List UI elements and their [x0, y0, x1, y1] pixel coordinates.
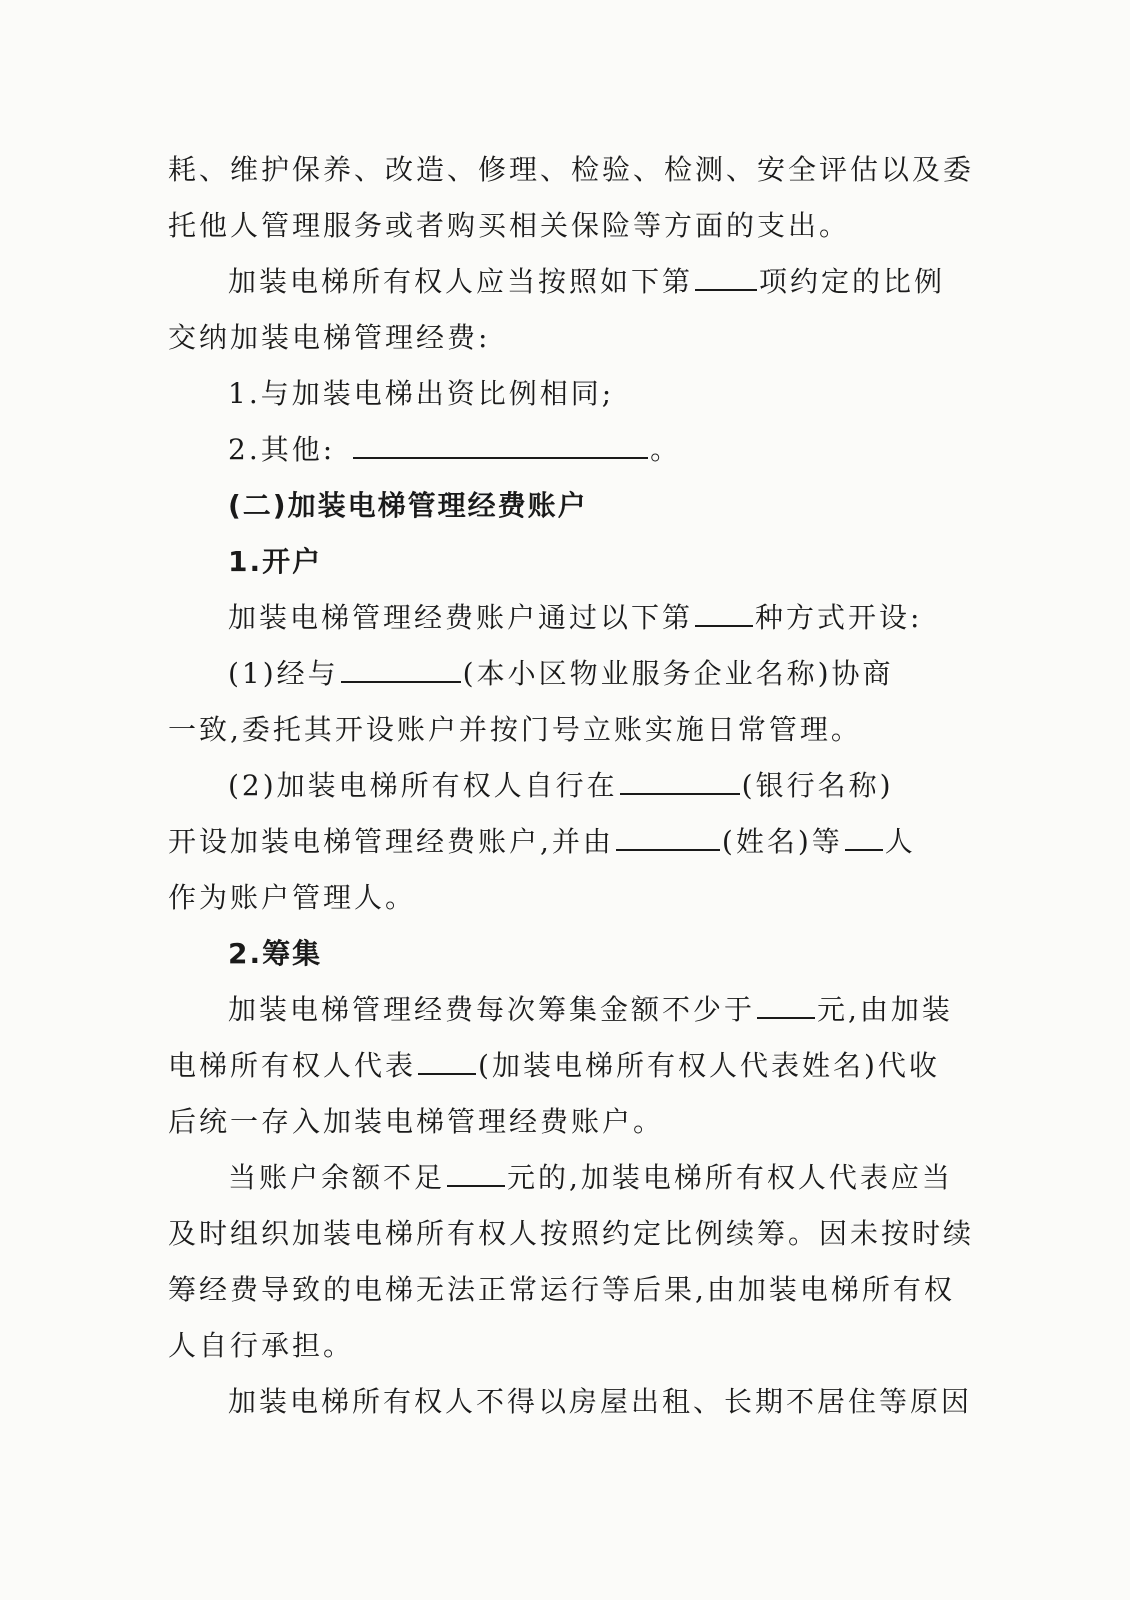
text-line-11: 一致,委托其开设账户并按门号立账实施日常管理。 — [168, 713, 862, 746]
subsection-heading-open-account: 1.开户 — [228, 545, 323, 578]
fill-blank — [447, 1159, 505, 1187]
text-line-10: (1)经与 (本小区物业服务企业名称)协商 — [228, 657, 894, 690]
text-line-13: 开设加装电梯管理经费账户,并由 (姓名)等 人 — [168, 825, 916, 858]
fill-blank — [757, 991, 815, 1019]
text-line-1: 耗、维护保养、改造、修理、检验、检测、安全评估以及委 — [168, 153, 975, 186]
text-line-5: 1.与加装电梯出资比例相同; — [228, 377, 615, 410]
text-line-23: 加装电梯所有权人不得以房屋出租、长期不居住等原因 — [228, 1385, 973, 1418]
fill-blank — [616, 823, 720, 851]
fill-blank — [620, 767, 740, 795]
fill-blank — [418, 1047, 476, 1075]
text-line-4: 交纳加装电梯管理经费: — [168, 321, 491, 354]
subsection-heading-collect: 2.筹集 — [228, 937, 323, 970]
fill-blank — [353, 431, 648, 459]
text-line-3: 加装电梯所有权人应当按照如下第 项约定的比例 — [228, 265, 946, 298]
text-line-9: 加装电梯管理经费账户通过以下第 种方式开设: — [228, 601, 923, 634]
fill-blank — [695, 599, 753, 627]
fill-blank — [845, 823, 883, 851]
fill-blank — [341, 655, 461, 683]
text-line-19: 当账户余额不足 元的,加装电梯所有权人代表应当 — [228, 1161, 953, 1194]
text-line-17: 电梯所有权人代表 (加装电梯所有权人代表姓名)代收 — [168, 1049, 940, 1082]
section-heading: (二)加装电梯管理经费账户 — [228, 489, 588, 522]
text-line-20: 及时组织加装电梯所有权人按照约定比例续筹。因未按时续 — [168, 1217, 975, 1250]
fill-blank — [695, 263, 757, 291]
text-line-16: 加装电梯管理经费每次筹集金额不少于 元,由加装 — [228, 993, 953, 1026]
text-line-22: 人自行承担。 — [168, 1329, 355, 1362]
text-line-21: 筹经费导致的电梯无法正常运行等后果,由加装电梯所有权 — [168, 1273, 955, 1306]
text-line-2: 托他人管理服务或者购买相关保险等方面的支出。 — [168, 209, 851, 242]
text-line-14: 作为账户管理人。 — [168, 881, 417, 914]
text-line-6: 2.其他: 。 — [228, 433, 682, 466]
text-line-12: (2)加装电梯所有权人自行在 (银行名称) — [228, 769, 894, 802]
text-line-18: 后统一存入加装电梯管理经费账户。 — [168, 1105, 665, 1138]
